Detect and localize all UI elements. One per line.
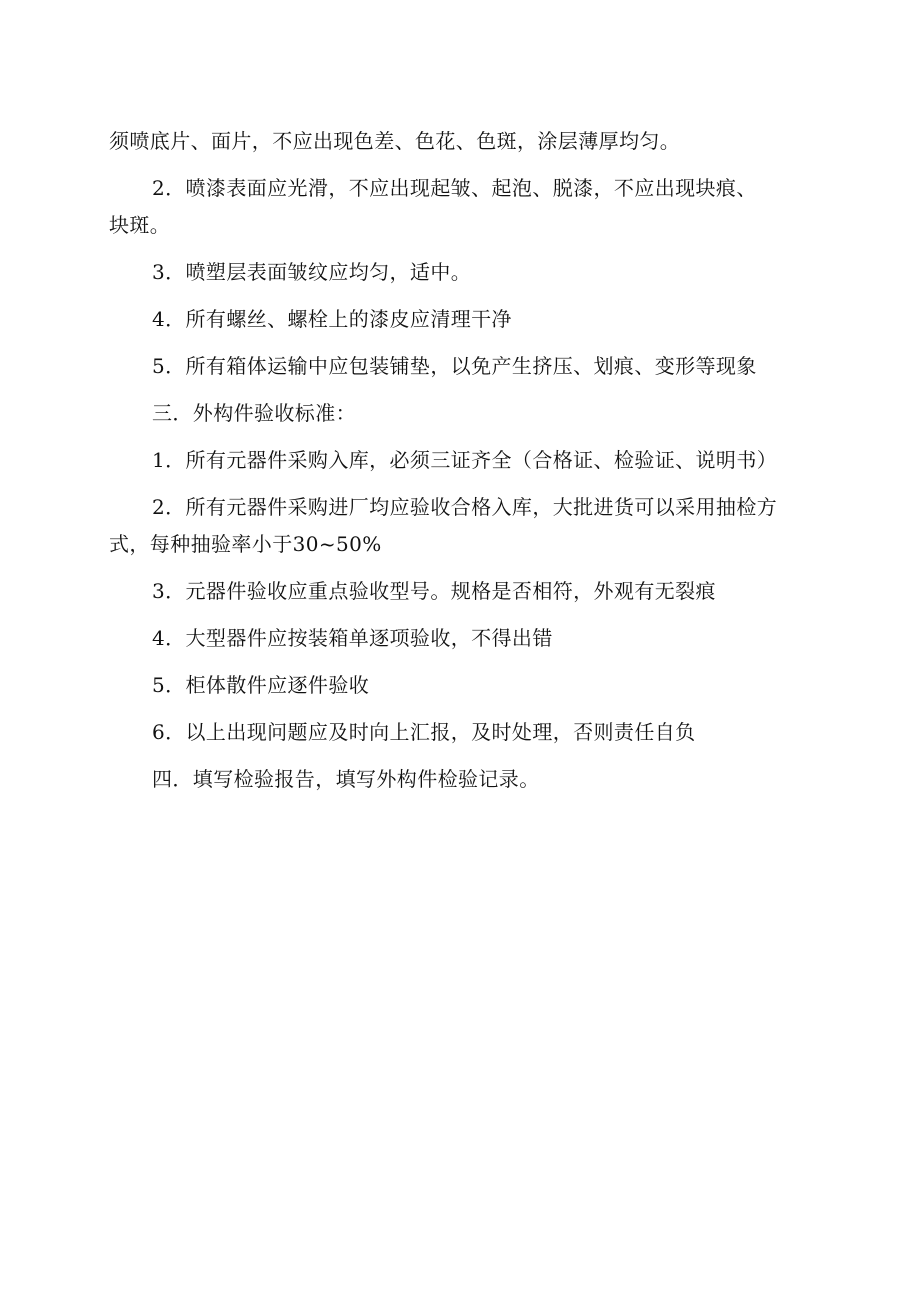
paragraph-line: 2．喷漆表面应光滑，不应出现起皱、起泡、脱漆，不应出现块痕、 bbox=[152, 176, 757, 200]
paragraph-line: 须喷底片、面片，不应出现色差、色花、色斑，涂层薄厚均匀。 bbox=[109, 129, 681, 153]
paragraph-line: 6．以上出现问题应及时向上汇报，及时处理，否则责任自负 bbox=[152, 720, 696, 744]
paragraph-line: 4．大型器件应按装箱单逐项验收，不得出错 bbox=[152, 626, 553, 650]
section-heading: 三．外构件验收标准： bbox=[152, 401, 356, 425]
paragraph-line: 式，每种抽验率小于30~50% bbox=[109, 532, 382, 556]
paragraph-line: 3．喷塑层表面皱纹应均匀，适中。 bbox=[152, 260, 472, 284]
document-body bbox=[109, 128, 829, 792]
paragraph-line: 2．所有元器件采购进厂均应验收合格入库，大批进货可以采用抽检方 bbox=[152, 495, 778, 519]
paragraph-line: 5．所有箱体运输中应包装铺垫，以免产生挤压、划痕、变形等现象 bbox=[152, 354, 757, 378]
paragraph-line: 4．所有螺丝、螺栓上的漆皮应清理干净 bbox=[152, 307, 512, 331]
paragraph-line: 3．元器件验收应重点验收型号。规格是否相符，外观有无裂痕 bbox=[152, 579, 716, 603]
paragraph-line: 1．所有元器件采购入库，必须三证齐全（合格证、检验证、说明书） bbox=[152, 448, 778, 472]
paragraph-line: 5．柜体散件应逐件验收 bbox=[152, 673, 370, 697]
section-heading: 四．填写检验报告，填写外构件检验记录。 bbox=[152, 767, 540, 791]
paragraph-line: 块斑。 bbox=[109, 213, 171, 237]
